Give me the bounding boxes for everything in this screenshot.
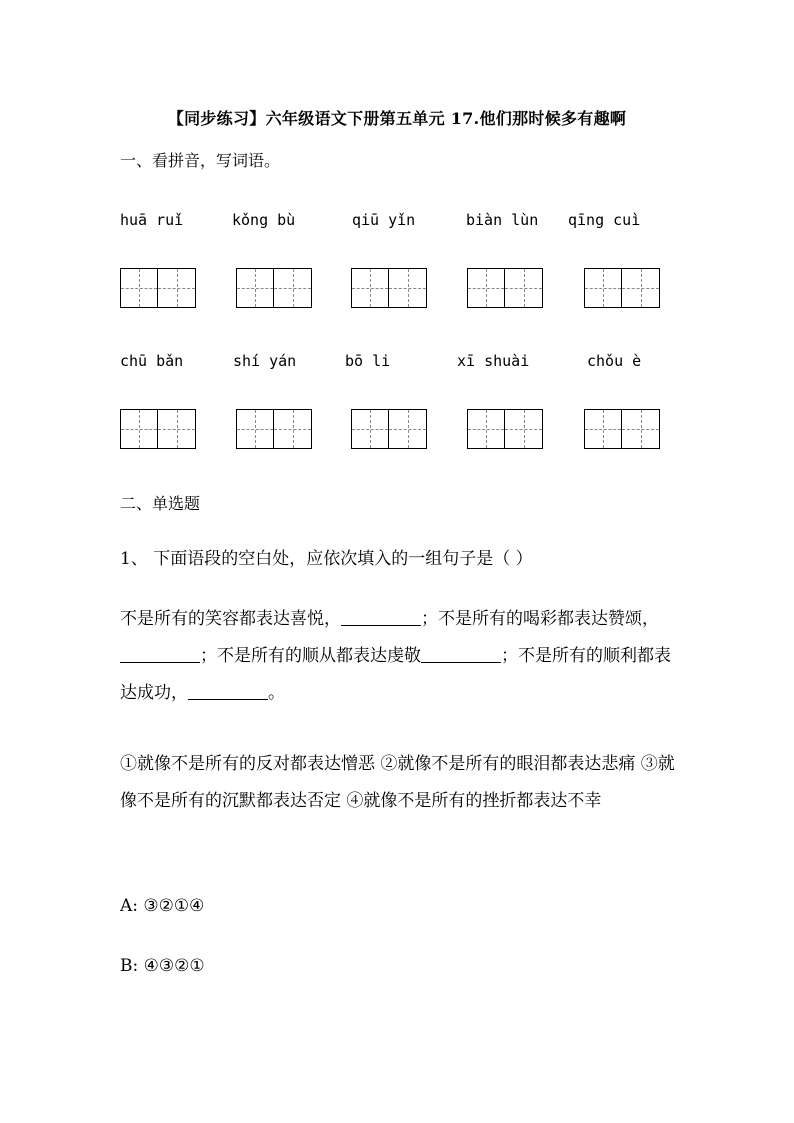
fill-blank[interactable] bbox=[120, 645, 200, 663]
pinyin-label: chǒu è bbox=[587, 352, 642, 370]
pinyin-label: biàn lùn bbox=[466, 211, 539, 229]
passage-text: ；不是所有的顺从都表达虔敬 bbox=[200, 646, 421, 666]
pinyin-label: chū bǎn bbox=[120, 352, 184, 370]
fill-blank[interactable] bbox=[421, 645, 501, 663]
passage-text: 。 bbox=[268, 683, 285, 703]
passage-text: ；不是所有的顺利都表达成功， bbox=[120, 646, 671, 703]
writing-box[interactable] bbox=[236, 268, 312, 308]
question-stem: 1、 下面语段的空白处，应依次填入的一组句子是（ ） bbox=[120, 549, 533, 569]
fill-blank[interactable] bbox=[341, 608, 421, 626]
pinyin-row-2 bbox=[0, 352, 794, 374]
fill-blank[interactable] bbox=[188, 682, 268, 700]
pinyin-label: shí yán bbox=[233, 352, 297, 370]
pinyin-label: xī shuài bbox=[457, 352, 530, 370]
question-choices: ①就像不是所有的反对都表达憎恶 ②就像不是所有的眼泪都表达悲痛 ③就像不是所有的沉默都表达否定 ④就像不是所有的挫折都表达不幸 bbox=[120, 754, 675, 811]
option-b[interactable]: B: ④③②① bbox=[120, 956, 205, 976]
writing-box[interactable] bbox=[120, 409, 196, 449]
writing-box[interactable] bbox=[351, 268, 427, 308]
writing-box[interactable] bbox=[120, 268, 196, 308]
pinyin-label: kǒng bù bbox=[232, 211, 296, 229]
writing-box[interactable] bbox=[467, 268, 543, 308]
pinyin-row-1 bbox=[0, 211, 794, 233]
passage-text: 不是所有的笑容都表达喜悦， bbox=[120, 609, 341, 629]
pinyin-label: qiū yǐn bbox=[352, 211, 416, 229]
pinyin-label: qīng cuì bbox=[568, 211, 641, 229]
option-a[interactable]: A: ③②①④ bbox=[120, 896, 205, 916]
section-heading-choice: 二、单选题 bbox=[120, 494, 201, 513]
writing-box[interactable] bbox=[584, 409, 660, 449]
pinyin-label: bō li bbox=[345, 352, 391, 370]
writing-box[interactable] bbox=[236, 409, 312, 449]
passage-text: ；不是所有的喝彩都表达赞颂， bbox=[421, 609, 659, 629]
writing-grid-row-1 bbox=[0, 268, 794, 312]
writing-box[interactable] bbox=[351, 409, 427, 449]
writing-grid-row-2 bbox=[0, 409, 794, 453]
question-passage bbox=[120, 601, 680, 712]
writing-box[interactable] bbox=[467, 409, 543, 449]
page-title: 【同步练习】六年级语文下册第五单元 17.他们那时候多有趣啊 bbox=[167, 109, 627, 128]
section-heading-pinyin: 一、看拼音，写词语。 bbox=[120, 151, 281, 170]
writing-box[interactable] bbox=[584, 268, 660, 308]
pinyin-label: huā ruǐ bbox=[120, 211, 184, 229]
